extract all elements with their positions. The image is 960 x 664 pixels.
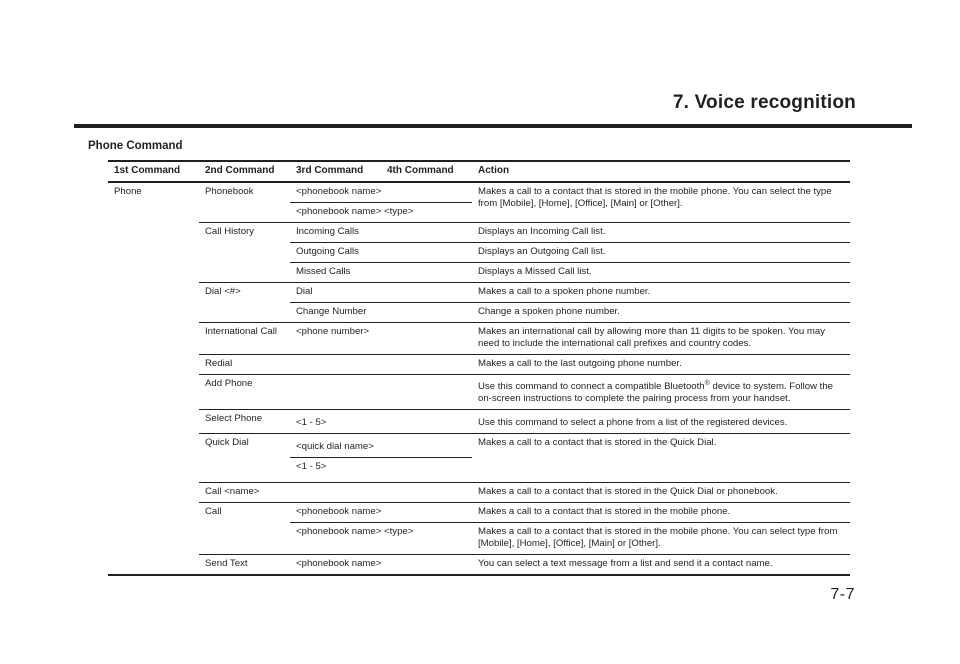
action-call-name: Makes a call to a contact that is stored in the Quick Dial or phonebook. — [472, 483, 850, 503]
table-row — [108, 483, 850, 503]
third-command-quick-dial-name: <quick dial name> — [290, 434, 472, 458]
table-header-row — [108, 161, 850, 182]
table-row — [108, 355, 850, 375]
third-command-missed-calls: Missed Calls — [290, 263, 472, 283]
column-header-1st-command: 1st Command — [108, 161, 199, 182]
action-quick-dial: Makes a call to a contact that is stored in the Quick Dial. — [472, 434, 850, 483]
action-call-phonebook-type: Makes a call to a contact that is stored in the mobile phone. You can select type from [Mobile], [Home], [Office], [Main] or [Other]. — [472, 523, 850, 555]
second-command-redial: Redial — [199, 355, 472, 375]
table-row — [108, 503, 850, 523]
action-send-text: You can select a text message from a list and send it a contact name. — [478, 558, 773, 570]
column-header-action: Action — [472, 161, 850, 182]
table-row — [108, 223, 850, 243]
column-header-3rd-command: 3rd Command — [290, 161, 381, 182]
action-call-phonebook: Makes a call to a contact that is stored in the mobile phone. — [472, 503, 850, 523]
chapter-title: 7. Voice recognition — [672, 92, 856, 113]
table-row — [108, 555, 850, 576]
second-command-select-phone: Select Phone — [199, 410, 290, 434]
action-incoming-calls: Displays an Incoming Call list. — [472, 223, 850, 243]
action-dial: Makes a call to a spoken phone number. — [472, 283, 850, 303]
second-command-quick-dial: Quick Dial — [199, 434, 290, 483]
table-row — [108, 410, 850, 434]
third-command-call-phonebook-name: <phonebook name> — [290, 503, 472, 523]
third-command-change-number: Change Number — [290, 303, 472, 323]
registered-trademark-mark: ® — [704, 380, 710, 387]
action-change-number: Change a spoken phone number. — [472, 303, 850, 323]
second-command-dial-number: Dial <#> — [199, 283, 290, 323]
table-row — [108, 323, 850, 355]
third-command-phonebook-name: <phonebook name> — [290, 182, 472, 203]
second-command-phonebook: Phonebook — [199, 182, 290, 223]
table-row — [108, 283, 850, 303]
table-row — [108, 434, 850, 458]
third-command-outgoing-calls: Outgoing Calls — [290, 243, 472, 263]
third-command-quick-dial-range: <1 - 5> — [290, 458, 472, 483]
third-command-incoming-calls: Incoming Calls — [290, 223, 472, 243]
section-heading: Phone Command — [88, 140, 183, 152]
second-command-international-call: International Call — [199, 323, 290, 355]
action-outgoing-calls: Displays an Outgoing Call list. — [472, 243, 850, 263]
action-phonebook: Makes a call to a contact that is stored in the mobile phone. You can select the type from [Mobile], [Home], [Office], [Main] or [Other]. — [472, 182, 850, 223]
action-add-phone — [472, 375, 850, 410]
phone-command-table — [108, 160, 850, 576]
table-row — [108, 182, 850, 203]
add-phone-action-text-cont: device to system. Follow the on-screen instructions to complete the pairing process from your handset. — [478, 381, 833, 405]
first-command-phone: Phone — [114, 186, 142, 197]
page-number: 7-7 — [830, 586, 855, 603]
action-international-call: Makes an international call by allowing more than 11 digits to be spoken. You may need to include the international call prefixes and country codes. — [472, 323, 850, 355]
table-row — [108, 375, 850, 410]
second-command-call-history: Call History — [199, 223, 290, 283]
chapter-rule — [74, 124, 912, 128]
action-select-phone: Use this command to select a phone from a list of the registered devices. — [472, 410, 850, 434]
second-command-call-name: Call <name> — [199, 483, 472, 503]
second-command-call: Call — [199, 503, 290, 555]
third-command-dial: Dial — [290, 283, 472, 303]
second-command-add-phone: Add Phone — [199, 375, 472, 410]
third-command-phonebook-name-type: <phonebook name> <type> — [290, 203, 472, 223]
column-header-4th-command: 4th Command — [381, 161, 472, 182]
third-command-select-phone-range: <1 - 5> — [290, 410, 472, 434]
second-command-send-text: Send Text — [205, 558, 248, 570]
third-command-call-phonebook-name-type: <phonebook name> <type> — [290, 523, 472, 555]
action-missed-calls: Displays a Missed Call list. — [472, 263, 850, 283]
column-header-2nd-command: 2nd Command — [199, 161, 290, 182]
action-redial: Makes a call to the last outgoing phone number. — [472, 355, 850, 375]
add-phone-action-text: Use this command to connect a compatible Bluetooth — [478, 381, 705, 393]
third-command-phone-number: <phone number> — [290, 323, 472, 355]
third-command-send-text-phonebook-name: <phonebook name> — [296, 558, 382, 570]
